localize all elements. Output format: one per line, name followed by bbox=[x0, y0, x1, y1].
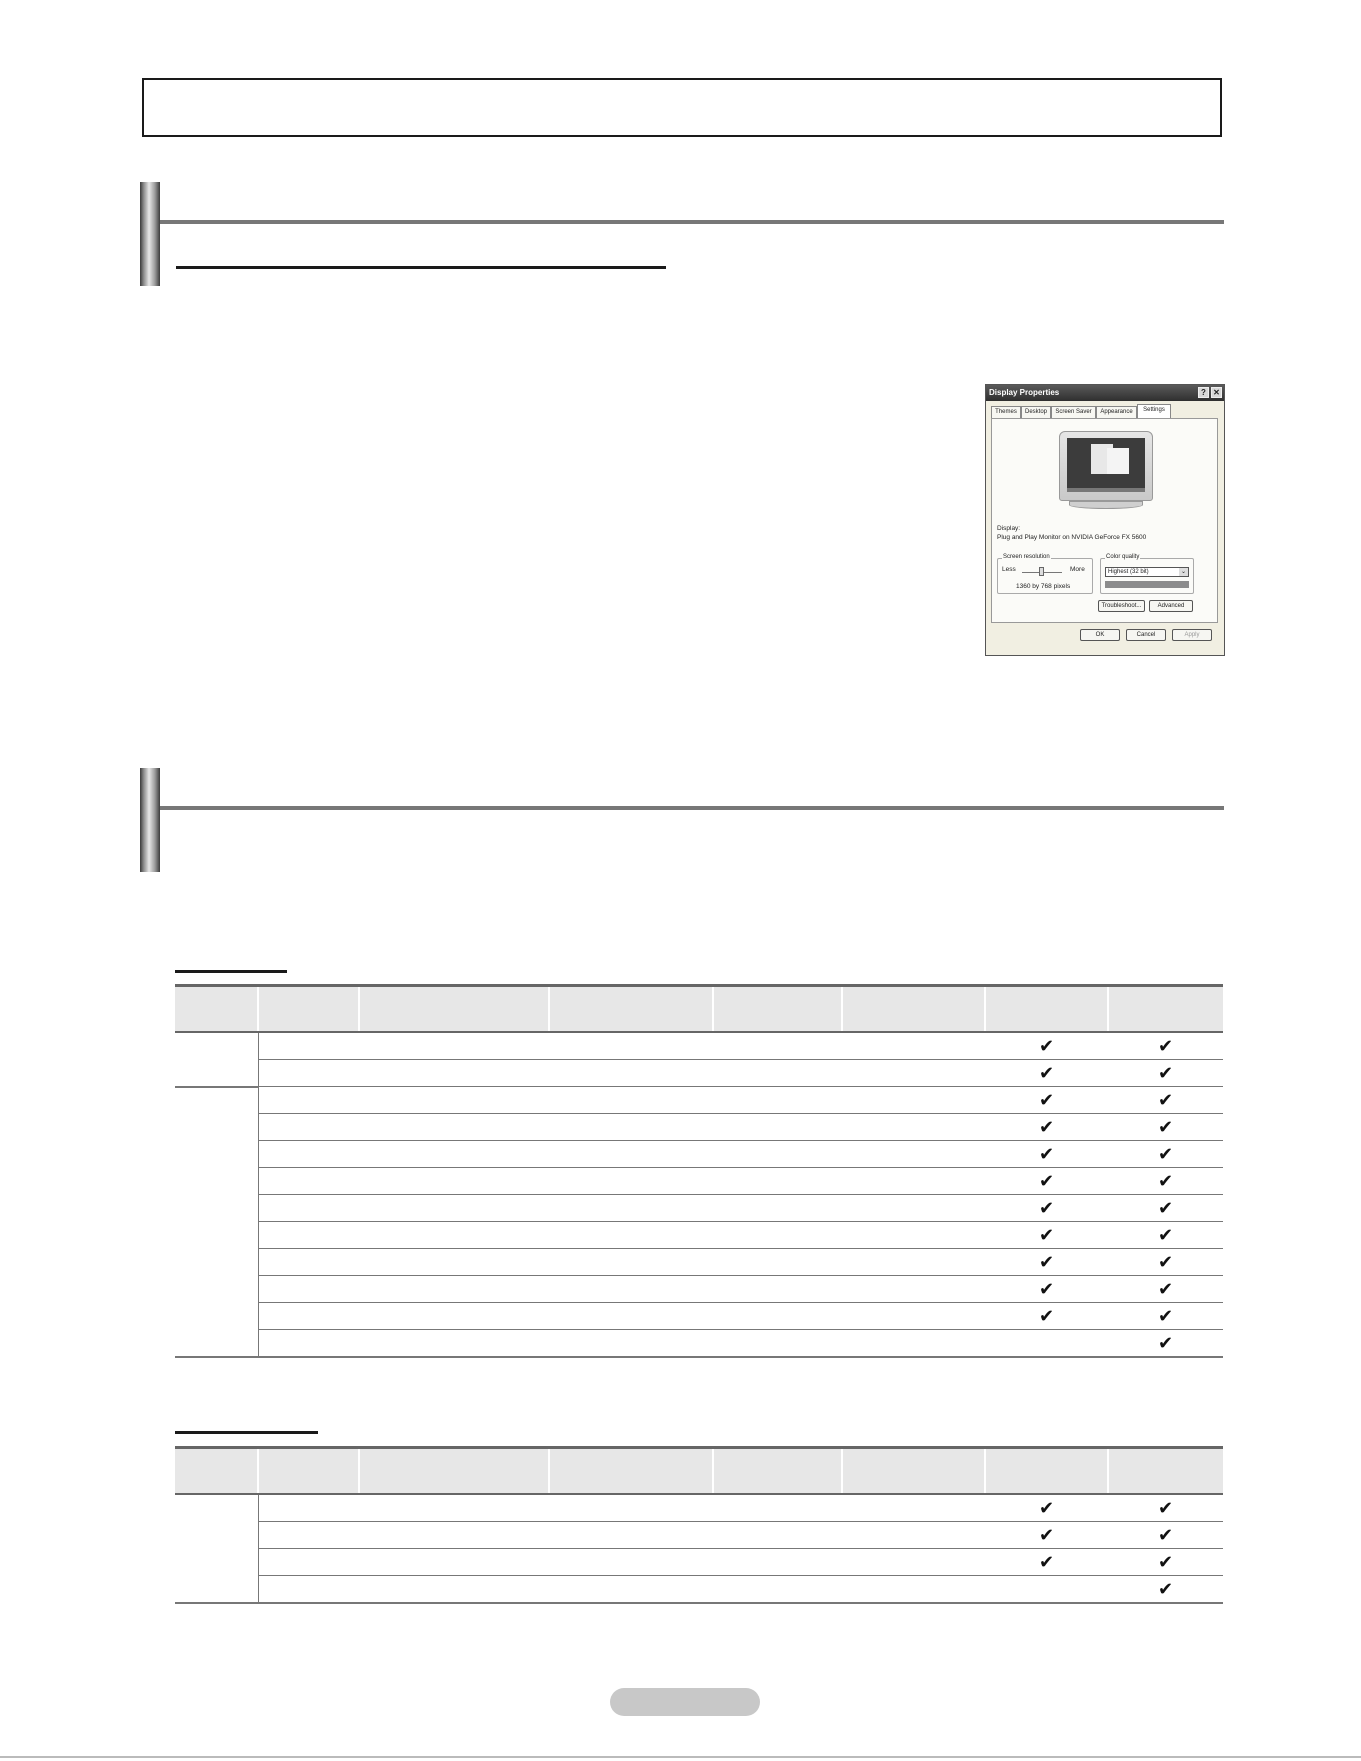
table1 bbox=[175, 984, 1223, 1358]
tab-appearance[interactable]: Appearance bbox=[1096, 406, 1137, 418]
page-header-box bbox=[142, 78, 1222, 137]
display-properties-dialog bbox=[985, 384, 1225, 656]
checkmark-icon: ✔ bbox=[1157, 1524, 1174, 1545]
table-cell bbox=[985, 1060, 1108, 1087]
table-cell bbox=[258, 1303, 359, 1330]
table-cell bbox=[842, 1222, 985, 1249]
table-cell bbox=[842, 1195, 985, 1222]
table-cell bbox=[713, 1330, 842, 1358]
table-cell bbox=[1108, 1330, 1223, 1358]
table-cell bbox=[842, 1576, 985, 1604]
table-cell bbox=[842, 1032, 985, 1060]
checkmark-icon: ✔ bbox=[1157, 1551, 1174, 1572]
checkmark-icon: ✔ bbox=[1038, 1224, 1055, 1245]
table-cell bbox=[258, 1114, 359, 1141]
checkmark-icon: ✔ bbox=[1038, 1497, 1055, 1518]
tab-desktop[interactable]: Desktop bbox=[1021, 406, 1051, 418]
table-cell bbox=[985, 1249, 1108, 1276]
table-cell bbox=[258, 1522, 359, 1549]
table-cell bbox=[713, 1087, 842, 1114]
section-heading-display-settings bbox=[140, 182, 1224, 286]
checkmark-icon: ✔ bbox=[1038, 1089, 1055, 1110]
monitor-screen bbox=[1067, 438, 1145, 492]
table-cell bbox=[842, 1330, 985, 1358]
table-cell bbox=[549, 1576, 713, 1604]
resolution-slider-thumb[interactable] bbox=[1039, 567, 1044, 576]
color-sample-bar bbox=[1105, 581, 1189, 588]
table-row bbox=[175, 1576, 1223, 1604]
table-row bbox=[175, 1303, 1223, 1330]
table-cell bbox=[985, 1330, 1108, 1358]
table-cell bbox=[713, 1114, 842, 1141]
preview-taskbar bbox=[1067, 488, 1145, 492]
checkmark-icon: ✔ bbox=[1157, 1089, 1174, 1110]
table-row bbox=[175, 1060, 1223, 1087]
table-row bbox=[175, 1222, 1223, 1249]
table-cell bbox=[1108, 1141, 1223, 1168]
table-cell bbox=[258, 1222, 359, 1249]
table-cell bbox=[1108, 1549, 1223, 1576]
section-rule bbox=[160, 220, 1224, 224]
ok-button[interactable]: OK bbox=[1080, 629, 1120, 641]
table-cell bbox=[985, 1141, 1108, 1168]
checkmark-icon: ✔ bbox=[1038, 1143, 1055, 1164]
tab-settings[interactable]: Settings bbox=[1137, 404, 1171, 418]
table-cell bbox=[359, 1249, 549, 1276]
subheading-underline bbox=[176, 266, 666, 269]
cancel-button[interactable]: Cancel bbox=[1126, 629, 1166, 641]
table-header-cell bbox=[175, 1448, 258, 1495]
table-cell bbox=[1108, 1168, 1223, 1195]
table-cell bbox=[713, 1576, 842, 1604]
table2 bbox=[175, 1446, 1223, 1604]
table-header-cell bbox=[359, 1448, 549, 1495]
table-cell bbox=[1108, 1114, 1223, 1141]
table-cell bbox=[1108, 1249, 1223, 1276]
table-cell bbox=[713, 1168, 842, 1195]
table-cell bbox=[985, 1276, 1108, 1303]
table-cell bbox=[1108, 1060, 1223, 1087]
checkmark-icon: ✔ bbox=[1038, 1305, 1055, 1326]
table-cell bbox=[842, 1141, 985, 1168]
checkmark-icon: ✔ bbox=[1157, 1251, 1174, 1272]
table-cell bbox=[359, 1549, 549, 1576]
table-group-cell bbox=[175, 1087, 258, 1358]
table-cell bbox=[713, 1060, 842, 1087]
table-cell bbox=[549, 1522, 713, 1549]
chevron-down-icon[interactable]: ⌄ bbox=[1180, 569, 1187, 575]
section-rule bbox=[160, 806, 1224, 810]
table-cell bbox=[842, 1494, 985, 1522]
table-cell bbox=[1108, 1276, 1223, 1303]
table-cell bbox=[842, 1249, 985, 1276]
table-cell bbox=[359, 1168, 549, 1195]
table-cell bbox=[258, 1087, 359, 1114]
color-quality-group bbox=[1100, 554, 1194, 594]
checkmark-icon: ✔ bbox=[1038, 1035, 1055, 1056]
checkmark-icon: ✔ bbox=[1157, 1278, 1174, 1299]
checkmark-icon: ✔ bbox=[1038, 1251, 1055, 1272]
monitor-preview-icon bbox=[1059, 431, 1153, 501]
table-row bbox=[175, 1522, 1223, 1549]
checkmark-icon: ✔ bbox=[1157, 1578, 1174, 1599]
table-cell bbox=[1108, 1494, 1223, 1522]
table-cell bbox=[713, 1549, 842, 1576]
table-group-cell bbox=[175, 1494, 258, 1603]
section-marker-bar bbox=[140, 182, 160, 286]
table-cell bbox=[985, 1087, 1108, 1114]
table-cell bbox=[549, 1549, 713, 1576]
table-cell bbox=[549, 1141, 713, 1168]
table-cell bbox=[713, 1494, 842, 1522]
table-cell bbox=[713, 1032, 842, 1060]
checkmark-icon: ✔ bbox=[1038, 1116, 1055, 1137]
table-row bbox=[175, 1141, 1223, 1168]
table-group-cell bbox=[175, 1032, 258, 1087]
settings-panel bbox=[991, 418, 1218, 623]
table-header-cell bbox=[1108, 1448, 1223, 1495]
table-cell bbox=[985, 1032, 1108, 1060]
page-number-badge bbox=[610, 1688, 760, 1716]
checkmark-icon: ✔ bbox=[1038, 1197, 1055, 1218]
table-cell bbox=[549, 1060, 713, 1087]
table-cell bbox=[359, 1087, 549, 1114]
table-cell bbox=[1108, 1222, 1223, 1249]
table-cell bbox=[549, 1494, 713, 1522]
table-header-cell bbox=[842, 986, 985, 1033]
table-cell bbox=[549, 1032, 713, 1060]
color-quality-select[interactable] bbox=[1105, 567, 1189, 577]
table2-title-underline bbox=[175, 1431, 318, 1434]
checkmark-icon: ✔ bbox=[1157, 1224, 1174, 1245]
table-cell bbox=[985, 1168, 1108, 1195]
table-cell bbox=[258, 1249, 359, 1276]
table-row bbox=[175, 1330, 1223, 1358]
table-cell bbox=[549, 1114, 713, 1141]
table-cell bbox=[359, 1330, 549, 1358]
advanced-button[interactable]: Advanced bbox=[1149, 600, 1193, 612]
table-cell bbox=[359, 1141, 549, 1168]
table-cell bbox=[842, 1060, 985, 1087]
table-cell bbox=[258, 1576, 359, 1604]
checkmark-icon: ✔ bbox=[1157, 1497, 1174, 1518]
table-cell bbox=[359, 1276, 549, 1303]
table-cell bbox=[713, 1195, 842, 1222]
table-cell bbox=[842, 1087, 985, 1114]
table-cell bbox=[359, 1222, 549, 1249]
table-cell bbox=[258, 1549, 359, 1576]
section-marker-bar bbox=[140, 768, 160, 872]
table-cell bbox=[549, 1222, 713, 1249]
table-cell bbox=[985, 1494, 1108, 1522]
table-header-cell bbox=[713, 986, 842, 1033]
table-cell bbox=[842, 1549, 985, 1576]
table-cell bbox=[985, 1549, 1108, 1576]
table-row bbox=[175, 1032, 1223, 1060]
table-header-cell bbox=[713, 1448, 842, 1495]
table-cell bbox=[842, 1303, 985, 1330]
table-cell bbox=[1108, 1195, 1223, 1222]
table-cell bbox=[842, 1168, 985, 1195]
table-cell bbox=[549, 1249, 713, 1276]
checkmark-icon: ✔ bbox=[1038, 1170, 1055, 1191]
table-cell bbox=[359, 1522, 549, 1549]
resolution-value: 1360 by 768 pixels bbox=[1016, 583, 1071, 590]
checkmark-icon: ✔ bbox=[1157, 1170, 1174, 1191]
screen-resolution-group bbox=[997, 554, 1093, 594]
table-cell bbox=[713, 1222, 842, 1249]
table-row bbox=[175, 1494, 1223, 1522]
table-cell bbox=[258, 1032, 359, 1060]
troubleshoot-button[interactable]: Troubleshoot... bbox=[1098, 600, 1145, 612]
table-cell bbox=[549, 1087, 713, 1114]
table-cell bbox=[1108, 1576, 1223, 1604]
table-header-cell bbox=[549, 1448, 713, 1495]
section-heading-display-modes bbox=[140, 768, 1224, 872]
display-label: Display: bbox=[997, 525, 1021, 532]
table-cell bbox=[258, 1168, 359, 1195]
dialog-title: Display Properties bbox=[986, 385, 1224, 401]
table-cell bbox=[258, 1060, 359, 1087]
table-header-cell bbox=[842, 1448, 985, 1495]
table-cell bbox=[258, 1195, 359, 1222]
table-cell bbox=[359, 1032, 549, 1060]
table-row bbox=[175, 1549, 1223, 1576]
checkmark-icon: ✔ bbox=[1157, 1305, 1174, 1326]
resolution-less-label: Less bbox=[1002, 566, 1016, 573]
table-cell bbox=[359, 1114, 549, 1141]
table-cell bbox=[359, 1576, 549, 1604]
table-cell bbox=[549, 1276, 713, 1303]
table-cell bbox=[985, 1522, 1108, 1549]
tab-screen-saver[interactable]: Screen Saver bbox=[1051, 406, 1096, 418]
table-row bbox=[175, 1195, 1223, 1222]
display-device-name: Plug and Play Monitor on NVIDIA GeForce FX 5600 bbox=[997, 534, 1147, 541]
checkmark-icon: ✔ bbox=[1038, 1278, 1055, 1299]
table-cell bbox=[842, 1114, 985, 1141]
table-cell bbox=[985, 1222, 1108, 1249]
preview-window bbox=[1107, 448, 1129, 474]
table-cell bbox=[713, 1303, 842, 1330]
table-header-cell bbox=[359, 986, 549, 1033]
checkmark-icon: ✔ bbox=[1157, 1035, 1174, 1056]
table-cell bbox=[258, 1141, 359, 1168]
table-header-cell bbox=[258, 1448, 359, 1495]
table-row bbox=[175, 1168, 1223, 1195]
table-cell bbox=[985, 1195, 1108, 1222]
table-cell bbox=[713, 1249, 842, 1276]
table-cell bbox=[549, 1168, 713, 1195]
checkmark-icon: ✔ bbox=[1157, 1197, 1174, 1218]
table-cell bbox=[549, 1195, 713, 1222]
table-header-cell bbox=[549, 986, 713, 1033]
checkmark-icon: ✔ bbox=[1157, 1116, 1174, 1137]
table-header-cell bbox=[1108, 986, 1223, 1033]
table-header-cell bbox=[985, 986, 1108, 1033]
table-cell bbox=[258, 1494, 359, 1522]
table-cell bbox=[258, 1276, 359, 1303]
monitor-stand bbox=[1069, 501, 1143, 509]
screen-resolution-label: Screen resolution bbox=[1003, 554, 1050, 560]
checkmark-icon: ✔ bbox=[1038, 1062, 1055, 1083]
table-cell bbox=[258, 1330, 359, 1358]
table-cell bbox=[359, 1060, 549, 1087]
checkmark-icon: ✔ bbox=[1038, 1524, 1055, 1545]
apply-button[interactable]: Apply bbox=[1172, 629, 1212, 641]
color-quality-label: Color quality bbox=[1106, 554, 1140, 560]
color-quality-value: Highest (32 bit) bbox=[1108, 569, 1149, 575]
table1-title-underline bbox=[175, 970, 287, 973]
table-cell bbox=[1108, 1032, 1223, 1060]
table-cell bbox=[985, 1576, 1108, 1604]
checkmark-icon: ✔ bbox=[1157, 1062, 1174, 1083]
close-icon[interactable]: ✕ bbox=[1211, 387, 1222, 398]
table-header-cell bbox=[258, 986, 359, 1033]
table1-header-row bbox=[175, 986, 1223, 1033]
table-cell bbox=[1108, 1522, 1223, 1549]
table-cell bbox=[713, 1522, 842, 1549]
table-row bbox=[175, 1249, 1223, 1276]
table-row bbox=[175, 1276, 1223, 1303]
table-cell bbox=[1108, 1087, 1223, 1114]
table-cell bbox=[713, 1141, 842, 1168]
help-icon[interactable]: ? bbox=[1198, 387, 1209, 398]
table-cell bbox=[549, 1303, 713, 1330]
table-cell bbox=[1108, 1303, 1223, 1330]
checkmark-icon: ✔ bbox=[1038, 1551, 1055, 1572]
table2-header-row bbox=[175, 1448, 1223, 1495]
table-cell bbox=[985, 1114, 1108, 1141]
table-cell bbox=[842, 1276, 985, 1303]
checkmark-icon: ✔ bbox=[1157, 1332, 1174, 1353]
table-cell bbox=[842, 1522, 985, 1549]
tab-themes[interactable]: Themes bbox=[991, 406, 1021, 418]
table-cell bbox=[359, 1494, 549, 1522]
resolution-more-label: More bbox=[1070, 566, 1085, 573]
bottom-rule bbox=[0, 1756, 1361, 1758]
table-cell bbox=[713, 1276, 842, 1303]
table-row bbox=[175, 1114, 1223, 1141]
table-cell bbox=[549, 1330, 713, 1358]
table-cell bbox=[359, 1303, 549, 1330]
table-header-cell bbox=[985, 1448, 1108, 1495]
table-cell bbox=[359, 1195, 549, 1222]
table-header-cell bbox=[175, 986, 258, 1033]
table-row bbox=[175, 1087, 1223, 1114]
checkmark-icon: ✔ bbox=[1157, 1143, 1174, 1164]
table-cell bbox=[985, 1303, 1108, 1330]
